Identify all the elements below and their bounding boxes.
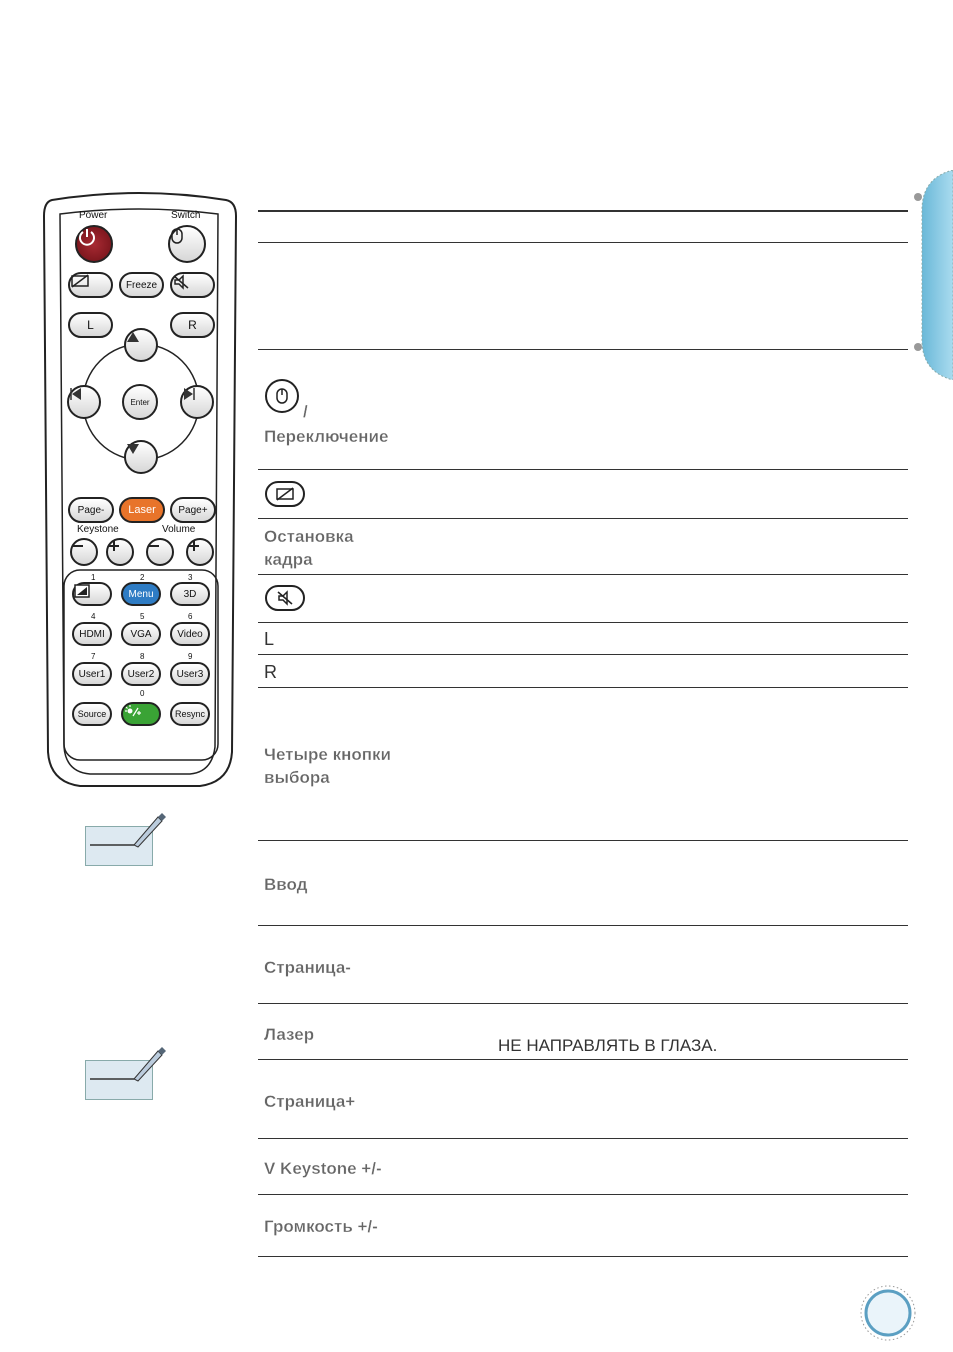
four-keys-row-label-line1: Четыре кнопки bbox=[264, 745, 391, 764]
arrow-right-icon bbox=[182, 387, 196, 401]
table-rule bbox=[258, 687, 908, 688]
blank-screen-icon bbox=[70, 274, 90, 288]
table-rule bbox=[258, 242, 908, 243]
switch-button[interactable] bbox=[168, 225, 206, 263]
keypad-num: 0 bbox=[140, 689, 145, 698]
enter-row-label: Ввод bbox=[264, 875, 308, 894]
laser-row-label: Лазер bbox=[264, 1025, 315, 1044]
minus-icon bbox=[72, 540, 84, 552]
volume-plus-button[interactable] bbox=[186, 538, 214, 566]
page-number-badge bbox=[858, 1283, 918, 1343]
table-rule bbox=[258, 622, 908, 623]
note-icon bbox=[85, 1060, 153, 1100]
up-button[interactable] bbox=[124, 328, 158, 362]
keypad-button-user2[interactable]: User2 bbox=[121, 662, 161, 686]
keypad-button-user1[interactable]: User1 bbox=[72, 662, 112, 686]
freeze-row-label-line2: кадра bbox=[264, 550, 313, 569]
page-minus-row-label: Страница- bbox=[264, 958, 351, 977]
enter-button[interactable]: Enter bbox=[122, 384, 158, 420]
keystone-minus-button[interactable] bbox=[70, 538, 98, 566]
keystone-label: Keystone bbox=[77, 524, 119, 535]
keypad-num: 8 bbox=[140, 652, 145, 661]
power-button[interactable] bbox=[75, 225, 113, 263]
keypad-num: 1 bbox=[91, 573, 96, 582]
mute-button[interactable] bbox=[170, 272, 215, 298]
mute-icon bbox=[172, 274, 190, 290]
keypad-button-user3[interactable]: User3 bbox=[170, 662, 210, 686]
mute-icon bbox=[276, 590, 294, 606]
section-side-tab bbox=[914, 170, 953, 380]
brightness-button[interactable] bbox=[121, 702, 161, 726]
note-icon bbox=[85, 826, 153, 866]
volume-minus-button[interactable] bbox=[146, 538, 174, 566]
table-rule bbox=[258, 518, 908, 519]
keypad-num: 4 bbox=[91, 612, 96, 621]
keypad-button-resync[interactable]: Resync bbox=[170, 702, 210, 726]
keypad-num: 7 bbox=[91, 652, 96, 661]
arrow-down-icon bbox=[126, 442, 140, 456]
keypad-button-hdmi[interactable]: HDMI bbox=[72, 622, 112, 646]
table-rule bbox=[258, 349, 908, 350]
switch-label: Switch bbox=[171, 210, 201, 221]
plus-icon bbox=[188, 540, 200, 552]
blank-row-icon bbox=[265, 481, 305, 507]
keypad-num: 9 bbox=[188, 652, 193, 661]
l-row-label: L bbox=[264, 629, 275, 649]
page-plus-button[interactable]: Page+ bbox=[170, 497, 216, 523]
left-button[interactable] bbox=[67, 385, 101, 419]
keystone-plus-button[interactable] bbox=[106, 538, 134, 566]
volume-label: Volume bbox=[162, 524, 196, 535]
laser-warning-text: НЕ НАПРАВЛЯТЬ В ГЛАЗА. bbox=[498, 1036, 718, 1055]
page-number-circle bbox=[858, 1283, 918, 1343]
brightness-icon bbox=[123, 704, 143, 718]
table-rule bbox=[258, 1003, 908, 1004]
keypad-button-source[interactable]: Source bbox=[72, 702, 112, 726]
table-rule bbox=[258, 574, 908, 575]
mouse-icon bbox=[170, 227, 184, 245]
page-minus-button[interactable]: Page- bbox=[68, 497, 114, 523]
table-rule bbox=[258, 210, 908, 212]
laser-button[interactable]: Laser bbox=[119, 497, 165, 523]
table-rule bbox=[258, 1059, 908, 1060]
table-rule bbox=[258, 469, 908, 470]
keypad-button-video[interactable]: Video bbox=[170, 622, 210, 646]
pen-icon bbox=[86, 813, 170, 863]
keypad-num: 3 bbox=[188, 573, 193, 582]
mouse-icon bbox=[275, 387, 289, 405]
arrow-up-icon bbox=[126, 330, 140, 344]
table-rule bbox=[258, 1138, 908, 1139]
volume-row-label: Громкость +/- bbox=[264, 1217, 378, 1236]
minus-icon bbox=[148, 540, 160, 552]
aspect-icon bbox=[74, 584, 90, 598]
freeze-row-label-line1: Остановка bbox=[264, 527, 354, 546]
pen-icon bbox=[86, 1047, 170, 1097]
down-button[interactable] bbox=[124, 440, 158, 474]
keypad-button-menu[interactable]: Menu bbox=[121, 582, 161, 606]
table-rule bbox=[258, 654, 908, 655]
freeze-button[interactable]: Freeze bbox=[119, 272, 164, 298]
keypad-num: 6 bbox=[188, 612, 193, 621]
blank-screen-icon bbox=[275, 487, 295, 501]
l-button[interactable]: L bbox=[68, 312, 113, 338]
arrow-left-icon bbox=[69, 387, 83, 401]
r-button[interactable]: R bbox=[170, 312, 215, 338]
page-plus-row-label: Страница+ bbox=[264, 1092, 356, 1111]
keypad-num: 2 bbox=[140, 573, 145, 582]
table-rule bbox=[258, 925, 908, 926]
side-tab-shape bbox=[914, 170, 953, 380]
power-label: Power bbox=[79, 210, 108, 221]
keypad-button-3d[interactable]: 3D bbox=[170, 582, 210, 606]
switch-row-slash: / bbox=[303, 402, 308, 421]
keypad-num: 5 bbox=[140, 612, 145, 621]
plus-icon bbox=[108, 540, 120, 552]
blank-button[interactable] bbox=[68, 272, 113, 298]
table-rule bbox=[258, 840, 908, 841]
switch-row-icon bbox=[265, 379, 299, 413]
switch-row-label: Переключение bbox=[264, 427, 389, 446]
mute-row-icon bbox=[265, 585, 305, 611]
remote-control-illustration bbox=[40, 192, 238, 792]
table-rule bbox=[258, 1256, 908, 1257]
four-keys-row-label-line2: выбора bbox=[264, 768, 330, 787]
power-icon bbox=[77, 227, 97, 247]
keypad-button-vga[interactable]: VGA bbox=[121, 622, 161, 646]
table-rule bbox=[258, 1194, 908, 1195]
aspect-button[interactable] bbox=[72, 582, 112, 606]
right-button[interactable] bbox=[180, 385, 214, 419]
r-row-label: R bbox=[264, 662, 277, 682]
keystone-row-label: V Keystone +/- bbox=[264, 1159, 382, 1178]
